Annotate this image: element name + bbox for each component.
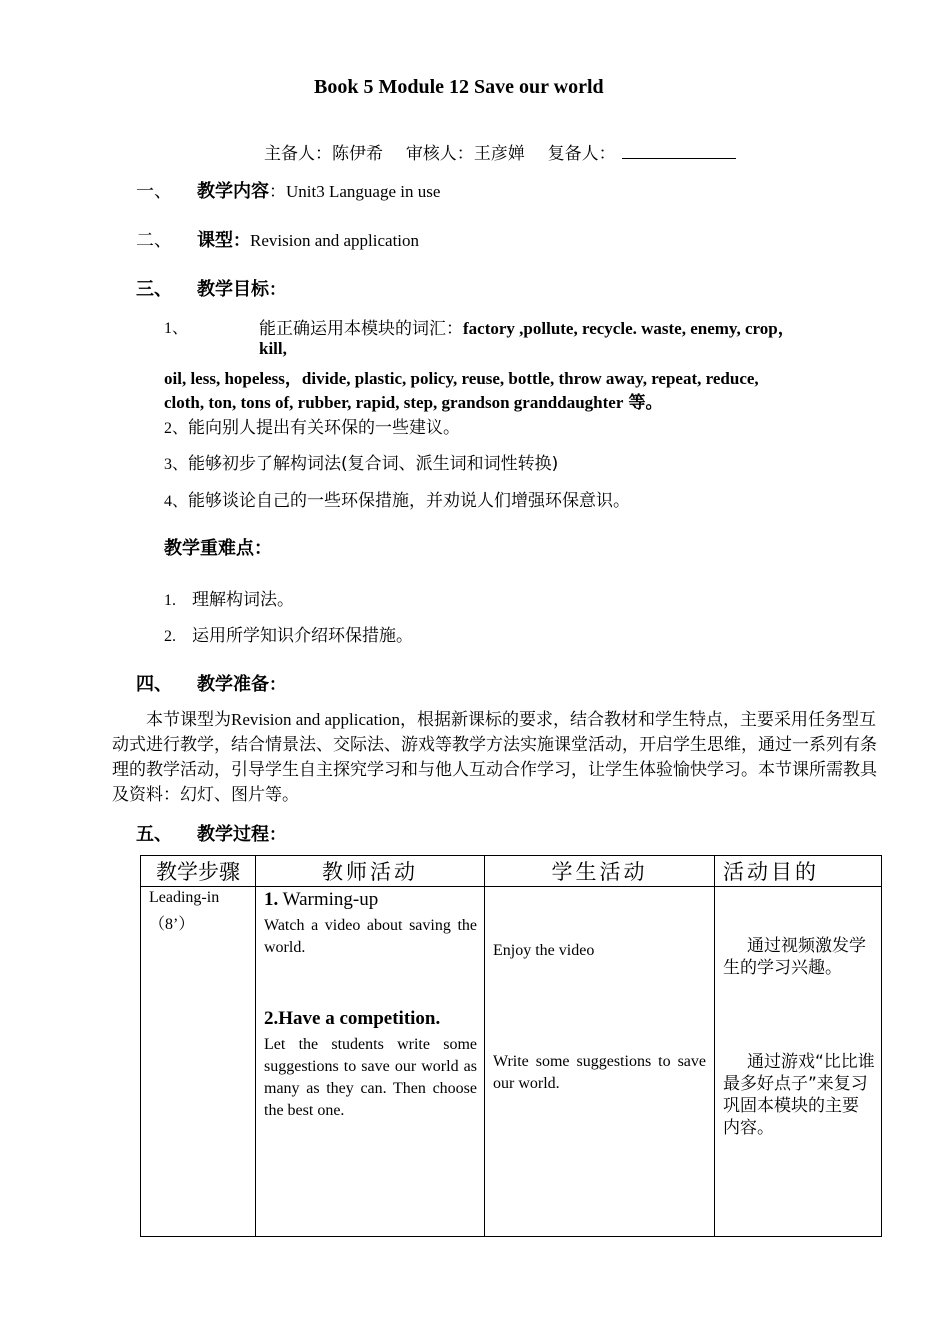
header-purpose: 活动目的 — [715, 856, 882, 887]
objective-1-number: 1、 — [164, 320, 189, 337]
section-2-line — [197, 226, 419, 252]
objective-1-vocab-3: oil, less, hopeless，divide, plastic, policy, reuse, bottle, throw away, repeat, reduce, — [164, 369, 759, 388]
purpose-2: 通过游戏“比比谁最多好点子”来复习巩固本模块的主要内容。 — [723, 1052, 875, 1138]
purpose-cell — [715, 887, 882, 1237]
objective-1-vocab-2: kill, — [259, 339, 287, 358]
section-3-number: 三、 — [136, 279, 172, 300]
key-points-heading: 教学重难点： — [164, 538, 272, 559]
section-2-colon: ： — [233, 231, 250, 251]
section-1-colon: ： — [269, 182, 286, 202]
section-2-value: Revision and application — [250, 231, 420, 250]
preparation-text-after: ，根据新课标的要求，结合教材和学生特点，主要采用任务型互动式进行教学，结合情景法、交际法、游戏等教学方法实施课堂活动，开启学生思维，通过一系列有条理的教学活动，引导学生自主探究学习和与他人互动合作学习，让学生体验愉快学习。本节课所需教具及资料：幻灯、图片等。 — [112, 710, 877, 805]
objective-1-vocab-4: cloth, ton, tons of, rubber, rapid, step, grandson granddaughter — [164, 393, 624, 412]
teacher-task-1-number: 1. — [264, 889, 279, 910]
teacher-task-1-name: Warming-up — [278, 889, 379, 910]
main-preparer-name: 陈伊希 — [332, 144, 383, 164]
teacher-task-2-title: 2.Have a competition. — [264, 1008, 441, 1029]
objective-1-suffix: 等。 — [628, 393, 663, 413]
repeat-preparer-blank — [622, 142, 736, 159]
section-4-line — [197, 670, 286, 696]
section-1-value: Unit3 Language in use — [286, 182, 441, 201]
section-4-colon: ： — [269, 675, 286, 695]
reviewer-name: 王彦婵 — [473, 144, 525, 164]
teacher-task-2-text: Let the students write some suggestions to save our world as many as they can. Then choose the best one. — [264, 1036, 477, 1119]
step-time: （8’） — [149, 916, 195, 933]
header-student-activity: 学生活动 — [485, 856, 715, 887]
section-2-number: 二、 — [136, 230, 172, 251]
section-4-heading: 教学准备 — [197, 674, 269, 695]
section-5-line — [197, 820, 286, 846]
objective-1-prefix: 能正确运用本模块的词汇： — [259, 319, 463, 339]
page-title: Book 5 Module 12 Save our world — [314, 76, 604, 98]
preparation-text-english: Revision and application — [231, 710, 401, 729]
objective-1-vocab-4-line — [164, 388, 662, 413]
teacher-task-1-title — [264, 889, 378, 911]
main-preparer-label: 主备人： — [264, 144, 332, 164]
key-point-2 — [164, 621, 413, 646]
teacher-activity-cell — [256, 887, 485, 1237]
objective-3 — [164, 449, 558, 474]
objective-4 — [164, 486, 630, 511]
repeat-preparer-label: 复备人： — [547, 144, 616, 164]
reviewer-label: 审核人： — [405, 144, 474, 164]
section-1-heading: 教学内容 — [197, 181, 269, 202]
section-1-line — [197, 177, 440, 203]
header-teacher-activity: 教师活动 — [256, 856, 485, 887]
preparers-line — [264, 139, 736, 164]
objective-4-number: 4、 — [164, 493, 189, 510]
step-cell — [141, 887, 256, 1237]
table-header-row — [141, 856, 882, 887]
objective-3-text: 能够初步了解构词法(复合词、派生词和词性转换) — [188, 454, 559, 474]
key-point-1-number: 1. — [164, 592, 176, 609]
section-1-number: 一、 — [136, 181, 172, 202]
objective-4-text: 能够谈论自己的一些环保措施，并劝说人们增强环保意识。 — [188, 491, 631, 511]
preparation-text-before: 本节课型为 — [146, 710, 231, 730]
teacher-task-1-text: Watch a video about saving the world. — [264, 917, 477, 956]
key-point-2-text: 运用所学知识介绍环保措施。 — [192, 626, 413, 646]
section-5-number: 五、 — [136, 824, 172, 845]
table-row — [141, 887, 882, 1237]
section-3-colon: ： — [269, 280, 286, 300]
objective-2-number: 2、 — [164, 420, 189, 437]
section-5-heading: 教学过程 — [197, 824, 269, 845]
student-activity-2: Write some suggestions to save our world. — [493, 1053, 706, 1092]
section-5-colon: ： — [269, 825, 286, 845]
section-3-heading: 教学目标 — [197, 279, 269, 300]
purpose-1: 通过视频激发学生的学习兴趣。 — [723, 936, 866, 978]
key-point-2-number: 2. — [164, 628, 176, 645]
key-point-1 — [164, 585, 294, 610]
key-point-1-text: 理解构词法。 — [192, 590, 294, 610]
objective-1-line1 — [259, 314, 795, 339]
header-step: 教学步骤 — [141, 856, 256, 887]
step-name: Leading-in — [149, 889, 220, 906]
objective-2-text: 能向别人提出有关环保的一些建议。 — [188, 418, 461, 438]
section-4-number: 四、 — [136, 674, 172, 695]
student-activity-1: Enjoy the video — [493, 942, 595, 959]
section-2-heading: 课型 — [197, 230, 233, 251]
student-activity-cell — [485, 887, 715, 1237]
section-3-line — [197, 275, 286, 301]
objective-2 — [164, 413, 460, 438]
preparation-paragraph — [112, 707, 882, 808]
process-table — [140, 855, 882, 1237]
objective-3-number: 3、 — [164, 456, 189, 473]
objective-1-vocab-1: factory ,pollute, recycle. waste, enemy, crop， — [463, 319, 795, 338]
